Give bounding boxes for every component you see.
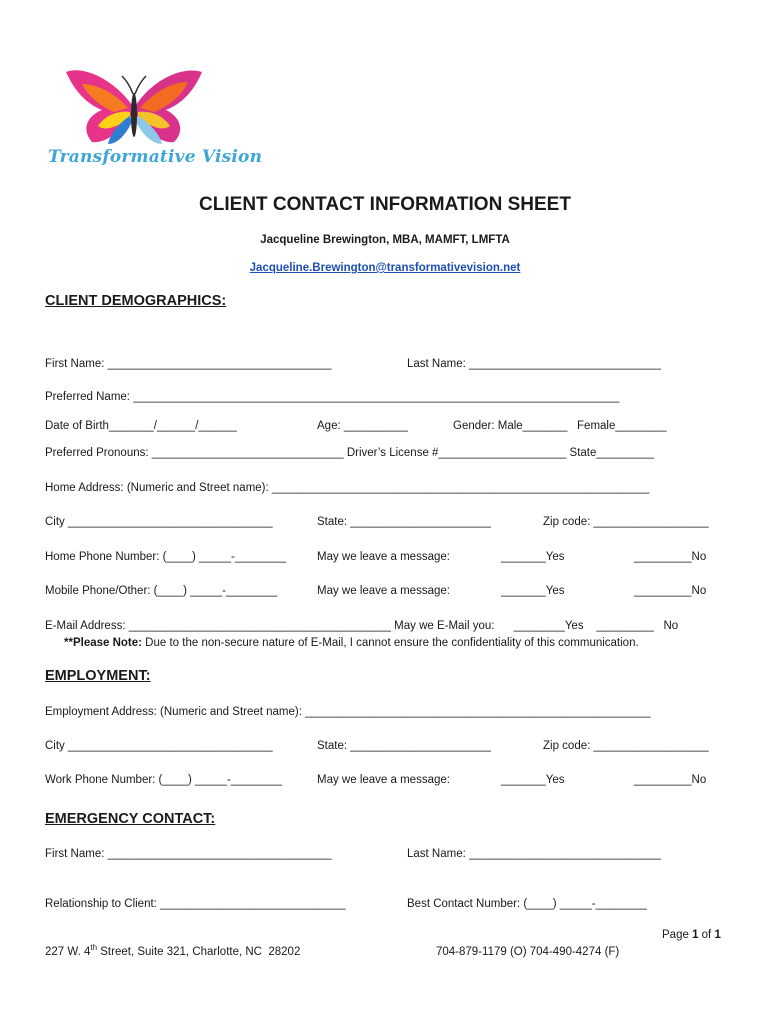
note-text: Due to the non-secure nature of E-Mail, I cannot ensure the confidentiality of this communication. xyxy=(141,637,639,649)
email-address-field[interactable]: E-Mail Address: _________________________________________ May we E-Mail you: ________Yes _________ No xyxy=(45,620,679,632)
relationship-field[interactable]: Relationship to Client: _____________________________ xyxy=(45,898,346,910)
gender-field[interactable]: Gender: Male_______ Female________ xyxy=(453,420,667,432)
work-message-yes[interactable]: _______Yes xyxy=(501,774,565,786)
address-start: 227 W. 4 xyxy=(45,946,91,958)
page-current: 1 xyxy=(692,929,699,941)
page-mid: of xyxy=(698,929,715,941)
zip-code-field[interactable]: Zip code: __________________ xyxy=(543,516,709,528)
date-of-birth-field[interactable]: Date of Birth_______/______/______ xyxy=(45,420,237,432)
home-phone-field[interactable]: Home Phone Number: (____) _____-________ xyxy=(45,551,287,563)
section-heading-employment: EMPLOYMENT: xyxy=(45,668,151,684)
home-message-yes[interactable]: _______Yes xyxy=(501,551,565,563)
mobile-phone-field[interactable]: Mobile Phone/Other: (____) _____-________ xyxy=(45,585,278,597)
city-field[interactable]: City ________________________________ xyxy=(45,516,273,528)
email-privacy-note xyxy=(64,636,639,650)
work-message-no[interactable]: _________No xyxy=(634,774,707,786)
pronouns-license-state-field[interactable]: Preferred Pronouns: ______________________________ Driver’s License #____________________ State_________ xyxy=(45,447,654,459)
page-number xyxy=(662,928,721,942)
last-name-field[interactable]: Last Name: ______________________________ xyxy=(407,358,661,370)
employment-city-field[interactable]: City ________________________________ xyxy=(45,740,273,752)
emergency-first-name-field[interactable]: First Name: ___________________________________ xyxy=(45,848,332,860)
address-end: Street, Suite 321, Charlotte, NC 28202 xyxy=(97,946,301,958)
therapist-email-link[interactable]: Jacqueline.Brewington@transformativevision.net xyxy=(249,262,521,274)
therapist-credentials: Jacqueline Brewington, MBA, MAMFT, LMFTA xyxy=(260,234,510,246)
address-ordinal: th xyxy=(90,943,98,953)
mobile-message-no[interactable]: _________No xyxy=(634,585,707,597)
first-name-field[interactable]: First Name: ___________________________________ xyxy=(45,358,332,370)
work-phone-field[interactable]: Work Phone Number: (____) _____-________ xyxy=(45,774,282,786)
page-title: CLIENT CONTACT INFORMATION SHEET xyxy=(199,194,571,215)
home-message-no[interactable]: _________No xyxy=(634,551,707,563)
page-total: 1 xyxy=(714,929,721,941)
preferred-name-field[interactable]: Preferred Name: ____________________________________________________________________________ xyxy=(45,391,620,403)
section-heading-demographics: CLIENT DEMOGRAPHICS: xyxy=(45,293,227,309)
emergency-last-name-field[interactable]: Last Name: ______________________________ xyxy=(407,848,661,860)
logo-wordmark: Transformative Vision xyxy=(48,147,263,167)
office-address xyxy=(45,945,300,959)
mobile-message-label: May we leave a message: xyxy=(317,585,450,597)
mobile-message-yes[interactable]: _______Yes xyxy=(501,585,565,597)
home-message-label: May we leave a message: xyxy=(317,551,450,563)
state-field[interactable]: State: ______________________ xyxy=(317,516,491,528)
employment-state-field[interactable]: State: ______________________ xyxy=(317,740,491,752)
section-heading-emergency: EMERGENCY CONTACT: xyxy=(45,811,216,827)
page-prefix: Page xyxy=(662,929,693,941)
age-field[interactable]: Age: __________ xyxy=(317,420,408,432)
note-label: **Please Note: xyxy=(64,637,142,649)
employment-address-field[interactable]: Employment Address: (Numeric and Street name): ______________________________________________________ xyxy=(45,706,651,718)
home-address-field[interactable]: Home Address: (Numeric and Street name): ___________________________________________________________ xyxy=(45,482,650,494)
work-message-label: May we leave a message: xyxy=(317,774,450,786)
office-phone-fax: 704-879-1179 (O) 704-490-4274 (F) xyxy=(436,946,620,958)
best-contact-number-field[interactable]: Best Contact Number: (____) _____-________ xyxy=(407,898,647,910)
employment-zip-field[interactable]: Zip code: __________________ xyxy=(543,740,709,752)
